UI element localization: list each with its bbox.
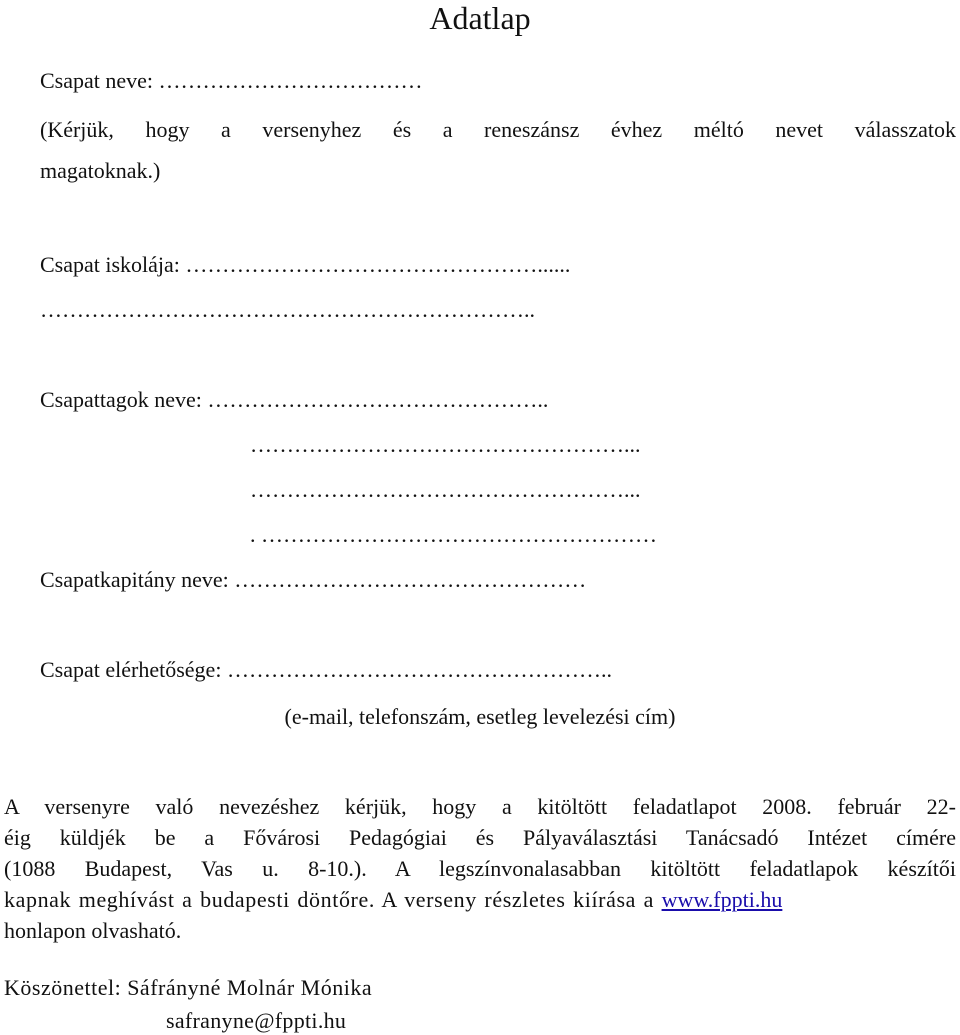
- members-label: Csapattagok neve:: [40, 387, 202, 412]
- captain-row: [40, 567, 586, 593]
- signature-email: safranyne@fppti.hu: [166, 1008, 347, 1033]
- signature-thanks: Köszönettel: Sáfrányné Molnár Mónika: [4, 975, 373, 1000]
- paragraph-line-3: (1088 Budapest, Vas u. 8-10.). A legszínvonalasabban kitöltött feladatlapok készítői: [4, 856, 956, 881]
- contact-hint: (e-mail, telefonszám, esetleg levelezési cím): [284, 704, 676, 729]
- contact-dots[interactable]: ……………………………………………..: [226, 657, 612, 682]
- contact-row: [40, 657, 612, 683]
- paragraph-line-4-text: kapnak meghívást a budapesti döntőre. A verseny részletes kiírása a: [4, 887, 662, 912]
- paragraph-line-4: [4, 887, 956, 913]
- school-dots[interactable]: …………………………………………......: [185, 252, 571, 277]
- captain-label: Csapatkapitány neve:: [40, 567, 229, 592]
- school-label: Csapat iskolája:: [40, 252, 180, 277]
- members-dots-line-2[interactable]: ……………………………………………...: [250, 432, 641, 457]
- school-dots-line-2[interactable]: …………………………………………………………..: [40, 297, 535, 322]
- members-dots[interactable]: ………………………………………..: [207, 387, 549, 412]
- team-name-note-line-2: magatoknak.): [40, 158, 161, 183]
- page-title: Adatlap: [429, 0, 531, 36]
- contact-label: Csapat elérhetősége:: [40, 657, 222, 682]
- members-dots-line-3[interactable]: ……………………………………………...: [250, 477, 641, 502]
- fppti-website-link[interactable]: www.fppti.hu: [661, 887, 783, 912]
- team-name-label: Csapat neve:: [40, 68, 154, 93]
- paragraph-line-1: A versenyre való nevezéshez kérjük, hogy a kitöltött feladatlapot 2008. február 22-: [4, 794, 956, 819]
- members-dots-line-4[interactable]: . ………………………………………………: [250, 522, 657, 547]
- members-row: [40, 387, 548, 413]
- school-row: [40, 252, 570, 278]
- team-name-note-line-1: (Kérjük, hogy a versenyhez és a reneszánsz évhez méltó nevet válasszatok: [40, 117, 956, 142]
- paragraph-line-5: honlapon olvasható.: [4, 918, 182, 943]
- team-name-dots[interactable]: ………………………………: [158, 68, 423, 93]
- captain-dots[interactable]: …………………………………………: [234, 567, 587, 592]
- team-name-row: [40, 68, 423, 94]
- paragraph-line-2: éig küldjék be a Fővárosi Pedagógiai és Pályaválasztási Tanácsadó Intézet címére: [4, 825, 956, 850]
